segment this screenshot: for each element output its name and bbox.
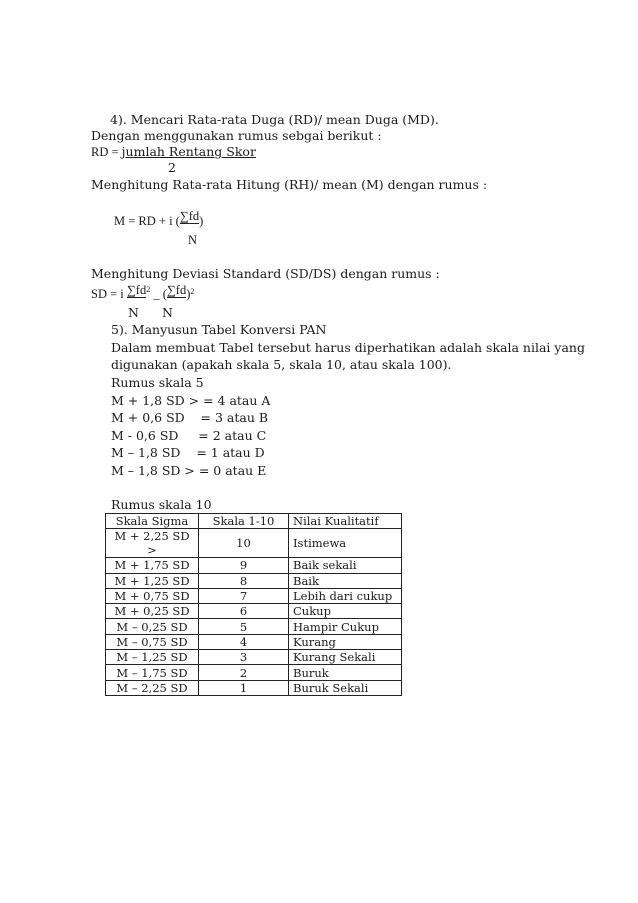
table-cell-scale: 2 [199,665,289,680]
m-formula-left: M = RD + i ( [114,214,180,228]
scale5-line-2: M + 0,6 SD = 3 atau B [111,410,269,425]
table-row [106,680,402,695]
table-cell-sigma: M – 0,75 SD [106,634,199,649]
table-row [106,619,402,634]
table-cell-sigma: M + 0,25 SD [106,604,199,619]
conversion-table [105,513,402,696]
table-cell-scale: 9 [199,558,289,573]
sd-intro: Menghitung Deviasi Standard (SD/DS) dengan rumus : [91,266,440,281]
sd-formula-right: ) [186,287,191,301]
table-row [106,650,402,665]
table-row [106,529,402,558]
rd-formula-denominator: 2 [168,160,176,175]
rd-formula [91,144,256,160]
scale5-line-5: M – 1,8 SD > = 0 atau E [111,463,267,478]
table-cell-quality: Istimewa [289,529,402,558]
para5-line-1: Dalam membuat Tabel tersebut harus diperhatikan adalah skala nilai yang [111,340,585,355]
table-cell-sigma: M – 2,25 SD [106,680,199,695]
heading-step-5: 5). Manyusun Tabel Konversi PAN [111,322,327,337]
table-header-cell: Skala 1-10 [199,514,289,529]
table-row [106,573,402,588]
m-formula [114,209,204,229]
scale10-title: Rumus skala 10 [111,497,212,512]
sd-formula-left: SD = i [91,287,127,301]
table-cell-sigma: M + 1,25 SD [106,573,199,588]
table-cell-sigma: M + 1,75 SD [106,558,199,573]
table-cell-quality: Kurang [289,634,402,649]
table-cell-scale: 3 [199,650,289,665]
table-cell-quality: Baik [289,573,402,588]
sd-formula-numerator-2: ∑fd [166,283,187,297]
table-cell-scale: 1 [199,680,289,695]
table-row [106,558,402,573]
m-formula-numerator: ∑fd [179,209,200,223]
sd-formula [91,284,194,302]
sd-formula-denominator-1: N [128,305,139,320]
table-cell-quality: Kurang Sekali [289,650,402,665]
m-formula-denominator: N [188,233,198,247]
heading-step-4: 4). Mencari Rata-rata Duga (RD)/ mean Duga (MD). [110,112,439,127]
sd-formula-denominator-2: N [162,305,173,320]
rd-formula-numerator: jumlah Rentang Skor [121,144,256,159]
scale5-line-4: M – 1,8 SD = 1 atau D [111,445,265,460]
table-cell-scale: 7 [199,588,289,603]
scale5-title: Rumus skala 5 [111,375,204,390]
table-cell-scale: 6 [199,604,289,619]
scale5-line-1: M + 1,8 SD > = 4 atau A [111,393,271,408]
sd-formula-exponent-1: 2 [146,285,151,294]
sd-formula-numerator-1: ∑fd [126,283,147,297]
table-cell-quality: Buruk [289,665,402,680]
table-cell-quality: Cukup [289,604,402,619]
rd-intro: Dengan menggunakan rumus sebgai berikut : [91,128,382,143]
para5-line-2: digunakan (apakah skala 5, skala 10, atau skala 100). [111,357,452,372]
table-header-cell: Skala Sigma [106,514,199,529]
rd-formula-left: RD = [91,145,122,159]
table-cell-sigma: M + 0,75 SD [106,588,199,603]
table-cell-scale: 5 [199,619,289,634]
table-cell-quality: Hampir Cukup [289,619,402,634]
sd-formula-minus: _ ( [150,287,167,301]
table-cell-scale: 8 [199,573,289,588]
table-cell-sigma: M – 0,25 SD [106,619,199,634]
table-row [106,588,402,603]
table-cell-sigma: M – 1,25 SD [106,650,199,665]
table-row [106,604,402,619]
table-header-row [106,514,402,529]
table-cell-quality: Lebih dari cukup [289,588,402,603]
table-cell-sigma: M – 1,75 SD [106,665,199,680]
table-cell-sigma: M + 2,25 SD > [106,529,199,558]
sd-formula-exponent-2: 2 [190,287,195,296]
table-cell-quality: Baik sekali [289,558,402,573]
m-formula-denominator-clip [188,232,200,247]
rh-intro: Menghitung Rata-rata Hitung (RH)/ mean (M) dengan rumus : [91,177,488,192]
m-formula-right: ) [199,214,204,228]
table-row [106,665,402,680]
scale5-line-3: M - 0,6 SD = 2 atau C [111,428,267,443]
table-cell-scale: 10 [199,529,289,558]
table-cell-quality: Buruk Sekali [289,680,402,695]
table-cell-scale: 4 [199,634,289,649]
table-row [106,634,402,649]
table-header-cell: Nilai Kualitatif [289,514,402,529]
